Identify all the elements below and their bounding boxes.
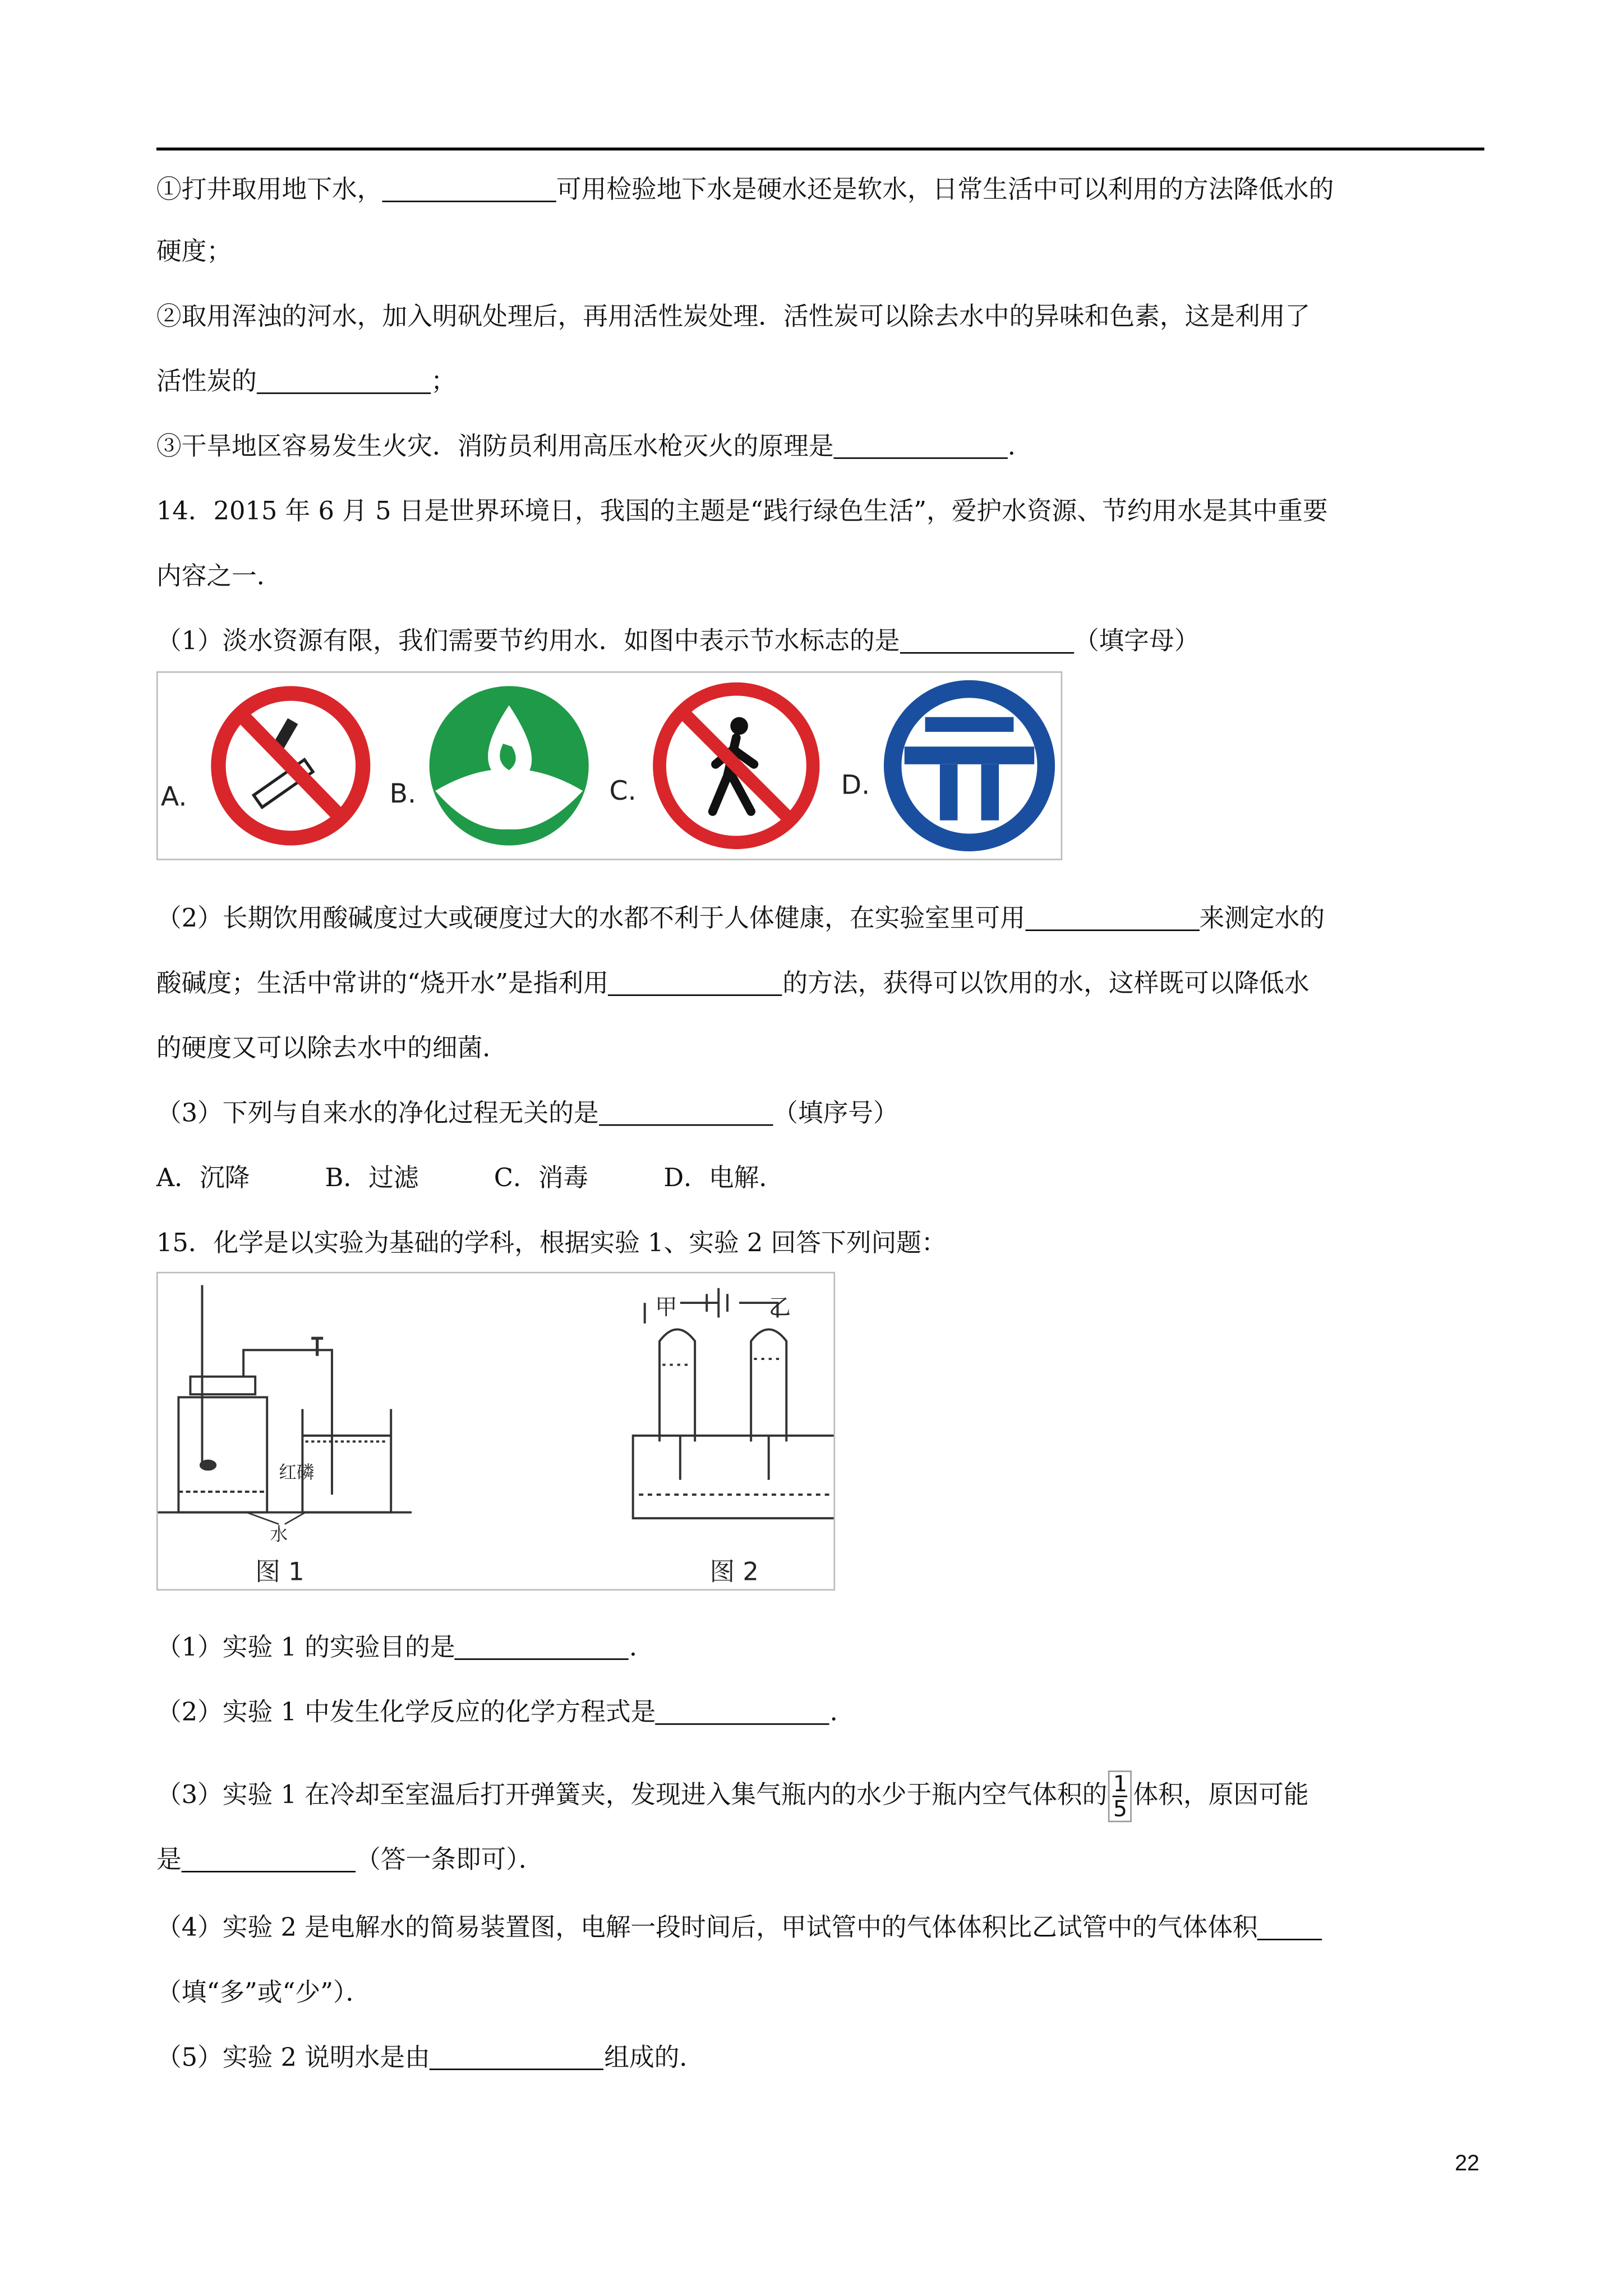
sign-label-b: B.	[389, 779, 417, 810]
label-jia: 甲	[655, 1294, 677, 1321]
line-5: ③干旱地区容易发生火灾．消防员利用高压水枪灭火的原理是 ．	[156, 432, 1033, 462]
label-yi: 乙	[768, 1294, 791, 1321]
q14-stem-2: 内容之一．	[156, 562, 282, 592]
line-3: ②取用浑浊的河水，加入明矾处理后，再用活性炭处理．活性炭可以除去水中的异味和色素，这是利用了	[156, 302, 1311, 332]
fig1-caption: 图 1	[255, 1558, 305, 1588]
label-red-phosphorus: 红磷	[279, 1462, 315, 1483]
fraction-one-fifth: $\frac{1}{5}$	[1109, 1771, 1132, 1822]
answer-blank[interactable]	[608, 971, 782, 996]
answer-blank[interactable]	[900, 629, 1073, 654]
label-water: 水	[270, 1524, 288, 1545]
line-1: ①打井取用地下水， 可用检验地下水是硬水还是软水，日常生活中可以利用的方法降低水的	[156, 176, 1334, 205]
header-rule	[156, 147, 1484, 150]
fig2-caption: 图 2	[709, 1558, 759, 1588]
q15-3b: 是 （答一条即可）．	[156, 1846, 544, 1875]
water-saving-sign-icon	[430, 686, 589, 845]
electrolysis-apparatus-icon	[633, 1288, 834, 1518]
q15-4: （4）实验 2 是电解水的简易装置图，电解一段时间后，甲试管中的气体体积比乙试管中的气体体积	[156, 1912, 1323, 1945]
q15-3: （3）实验 1 在冷却至室温后打开弹簧夹，发现进入集气瓶内的水少于瓶内空气体积的 $\frac{1}{5}$ 体积，原因可能	[156, 1771, 1309, 1823]
answer-blank[interactable]	[656, 1700, 829, 1725]
q14-options: A．沉降 B．过滤 C．消毒 D．电解．	[156, 1164, 785, 1194]
q14-2b: 酸碱度；生活中常讲的“烧开水”是指利用 的方法，获得可以饮用的水，这样既可以降低水	[156, 969, 1310, 999]
sign-label-d: D.	[841, 770, 870, 801]
answer-blank[interactable]	[1258, 1915, 1323, 1940]
answer-blank[interactable]	[382, 177, 556, 202]
q15-1: （1）实验 1 的实验目的是 ．	[156, 1633, 654, 1663]
sign-label-c: C.	[609, 776, 637, 808]
sign-label-a: A.	[160, 782, 187, 813]
no-pedestrian-sign-icon	[660, 689, 813, 843]
blue-circle-sign-icon	[893, 689, 1046, 843]
q15-2: （2）实验 1 中发生化学反应的化学方程式是 ．	[156, 1698, 855, 1728]
q15-5: （5）实验 2 说明水是由 组成的．	[156, 2043, 705, 2073]
beaker-icon	[302, 1409, 391, 1513]
line-2: 硬度；	[156, 237, 232, 268]
q14-3: （3）下列与自来水的净化过程无关的是 （填序号）	[156, 1099, 898, 1129]
q14-stem: 14．2015 年 6 月 5 日是世界环境日，我国的主题是“践行绿色生活”，爱护水资源、节约用水是其中重要	[156, 497, 1328, 527]
answer-blank[interactable]	[455, 1635, 629, 1660]
answer-blank[interactable]	[1025, 906, 1199, 931]
apparatus-drawing	[158, 1273, 834, 1589]
q14-2: （2）长期饮用酸碱度过大或硬度过大的水都不利于人体健康，在实验室里可用 来测定水的	[156, 904, 1325, 934]
answer-blank[interactable]	[182, 1847, 356, 1873]
q15-4b: （填“多”或“少”）．	[156, 1979, 371, 2008]
answer-blank[interactable]	[833, 434, 1007, 459]
signs-figure	[156, 671, 1062, 860]
answer-blank[interactable]	[257, 369, 431, 394]
answer-blank[interactable]	[430, 2045, 604, 2070]
q15-stem: 15．化学是以实验为基础的学科，根据实验 1、实验 2 回答下列问题：	[156, 1229, 947, 1259]
q14-1: （1）淡水资源有限，我们需要节约用水．如图中表示节水标志的是 （填字母）	[156, 627, 1200, 657]
q14-2c: 的硬度又可以除去水中的细菌．	[156, 1034, 508, 1064]
answer-blank[interactable]	[599, 1101, 773, 1126]
no-smoking-sign-icon	[218, 694, 363, 838]
experiment-figure	[156, 1272, 835, 1590]
page-number: 22	[1455, 2151, 1479, 2177]
line-4: 活性炭的 ；	[156, 367, 456, 397]
